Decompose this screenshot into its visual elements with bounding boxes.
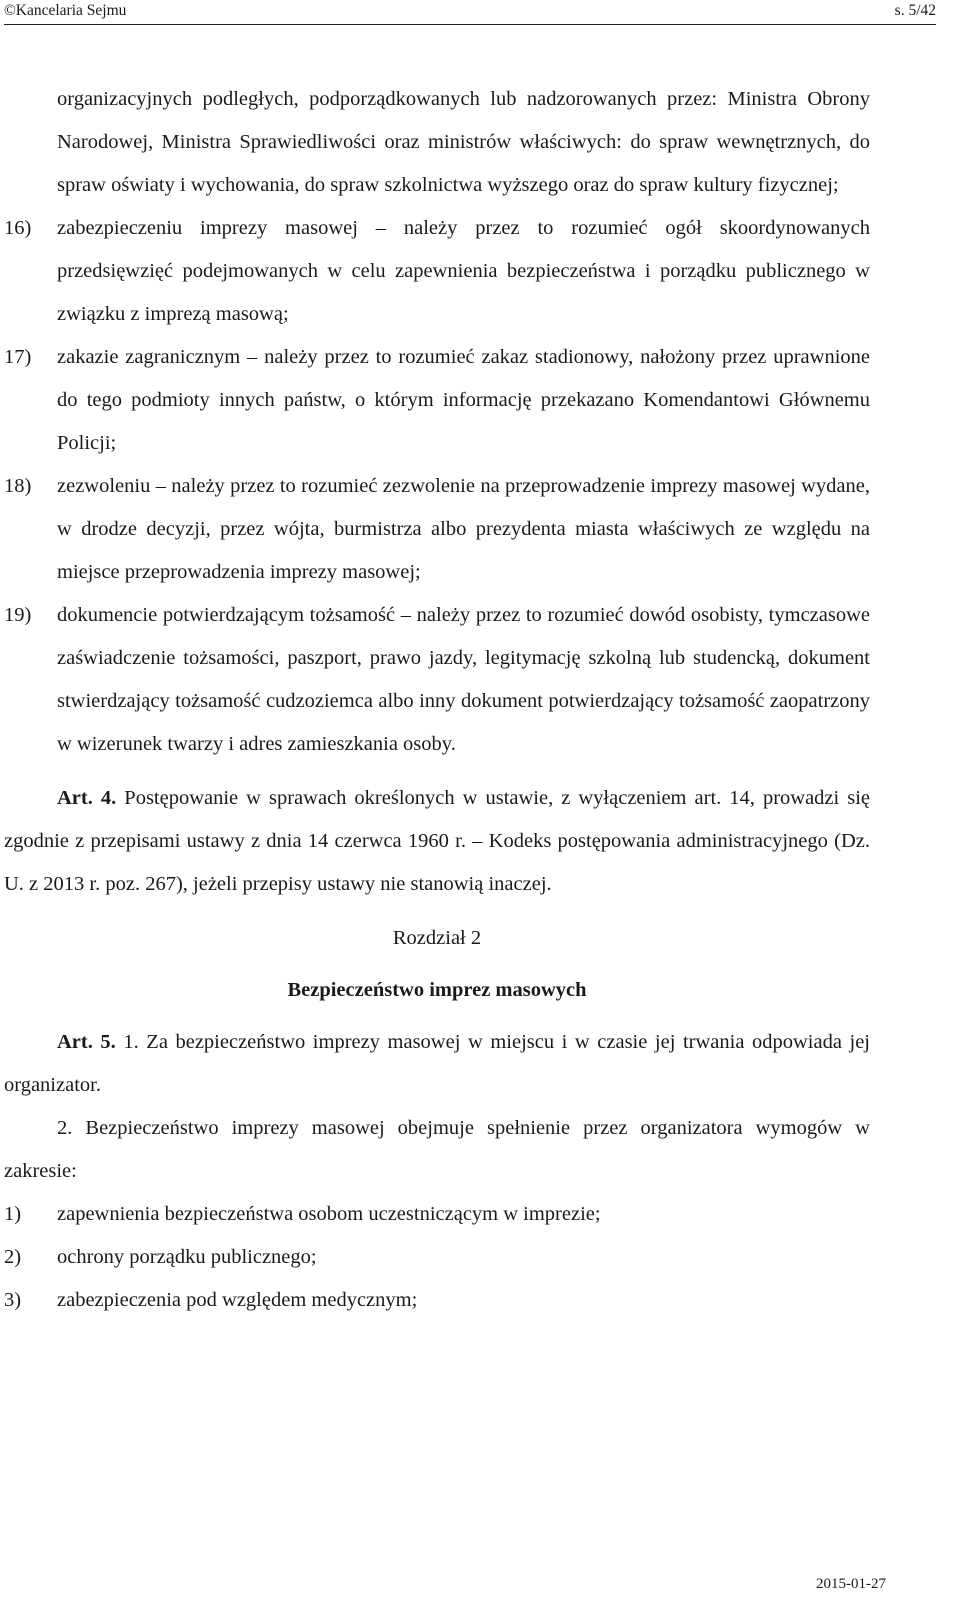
definition-number: 16) bbox=[4, 217, 32, 239]
copyright-label: ©Kancelaria Sejmu bbox=[4, 2, 127, 19]
article-5-p1-text: 1. Za bezpieczeństwo imprezy masowej w miejscu i w czasie jej trwania odpowiada jej organizator. bbox=[4, 1031, 870, 1096]
definition-text: zakazie zagranicznym – należy przez to rozumieć zakaz stadionowy, nałożony przez uprawnione do tego podmioty innych państw, o którym informację przekazano Komendantowi Głównemu Policji; bbox=[57, 346, 870, 454]
definition-text: dokumencie potwierdzającym tożsamość – należy przez to rozumieć dowód osobisty, tymczasowe zaświadczenie tożsamości, paszport, prawo jazdy, legitymację szkolną lub studencką, dokument stwierdzający tożsamość cudzoziemca albo inny dokument potwierdzający tożsamość zaopatrzony w wizerunek twarzy i adres zamieszkania osoby. bbox=[57, 604, 870, 755]
footer-date: 2015-01-27 bbox=[816, 1576, 886, 1592]
article-5-paragraph-2: 2. Bezpieczeństwo imprezy masowej obejmuje spełnienie przez organizatora wymogów w zakresie: bbox=[4, 1117, 870, 1182]
page-header bbox=[4, 0, 936, 25]
item-number: 3) bbox=[4, 1289, 22, 1311]
definition-18 bbox=[4, 465, 870, 594]
article-5-label: Art. 5. bbox=[57, 1031, 116, 1053]
item-text: zapewnienia bezpieczeństwa osobom uczestniczącym w imprezie; bbox=[57, 1203, 601, 1225]
page-number: s. 5/42 bbox=[894, 2, 936, 19]
item-number: 2) bbox=[4, 1246, 22, 1268]
definition-number: 17) bbox=[4, 346, 32, 368]
definition-19 bbox=[4, 594, 870, 766]
item-number: 1) bbox=[4, 1203, 22, 1225]
definition-text: zabezpieczeniu imprezy masowej – należy przez to rozumieć ogół skoordynowanych przedsięwzięć podejmowanych w celu zapewnienia bezpieczeństwa i porządku publicznego w związku z imprezą masową; bbox=[57, 217, 870, 325]
article-5-item-2 bbox=[4, 1236, 870, 1279]
definition-16 bbox=[4, 207, 870, 336]
document-body bbox=[4, 78, 870, 1322]
definition-number: 19) bbox=[4, 604, 32, 626]
definition-text: zezwoleniu – należy przez to rozumieć zezwolenie na przeprowadzenie imprezy masowej wydane, w drodze decyzji, przez wójta, burmistrza albo prezydenta miasta właściwych ze względu na miejsce przeprowadzenia imprezy masowej; bbox=[57, 475, 870, 583]
definition-17 bbox=[4, 336, 870, 465]
definition-number: 18) bbox=[4, 475, 32, 497]
chapter-title: Bezpieczeństwo imprez masowych bbox=[287, 979, 587, 1001]
article-4 bbox=[4, 777, 870, 906]
article-4-text: Postępowanie w sprawach określonych w ustawie, z wyłączeniem art. 14, prowadzi się zgodnie z przepisami ustawy z dnia 14 czerwca 1960 r. – Kodeks postępowania administracyjnego (Dz. U. z 2013 r. poz. 267), jeżeli przepisy ustawy nie stanowią inaczej. bbox=[4, 787, 871, 895]
item-text: ochrony porządku publicznego; bbox=[57, 1246, 317, 1268]
intro-paragraph: organizacyjnych podległych, podporządkowanych lub nadzorowanych przez: Ministra Obrony Narodowej, Ministra Sprawiedliwości oraz ministrów właściwych: do spraw wewnętrznych, do spraw oświaty i wychowania, do spraw szkolnictwa wyższego oraz do spraw kultury fizycznej; bbox=[57, 88, 870, 196]
article-5-paragraph-1 bbox=[4, 1021, 870, 1107]
item-text: zabezpieczenia pod względem medycznym; bbox=[57, 1289, 418, 1311]
article-5-item-3 bbox=[4, 1279, 870, 1322]
article-4-label: Art. 4. bbox=[57, 787, 117, 809]
chapter-number: Rozdział 2 bbox=[392, 927, 482, 949]
article-5-item-1 bbox=[4, 1193, 870, 1236]
